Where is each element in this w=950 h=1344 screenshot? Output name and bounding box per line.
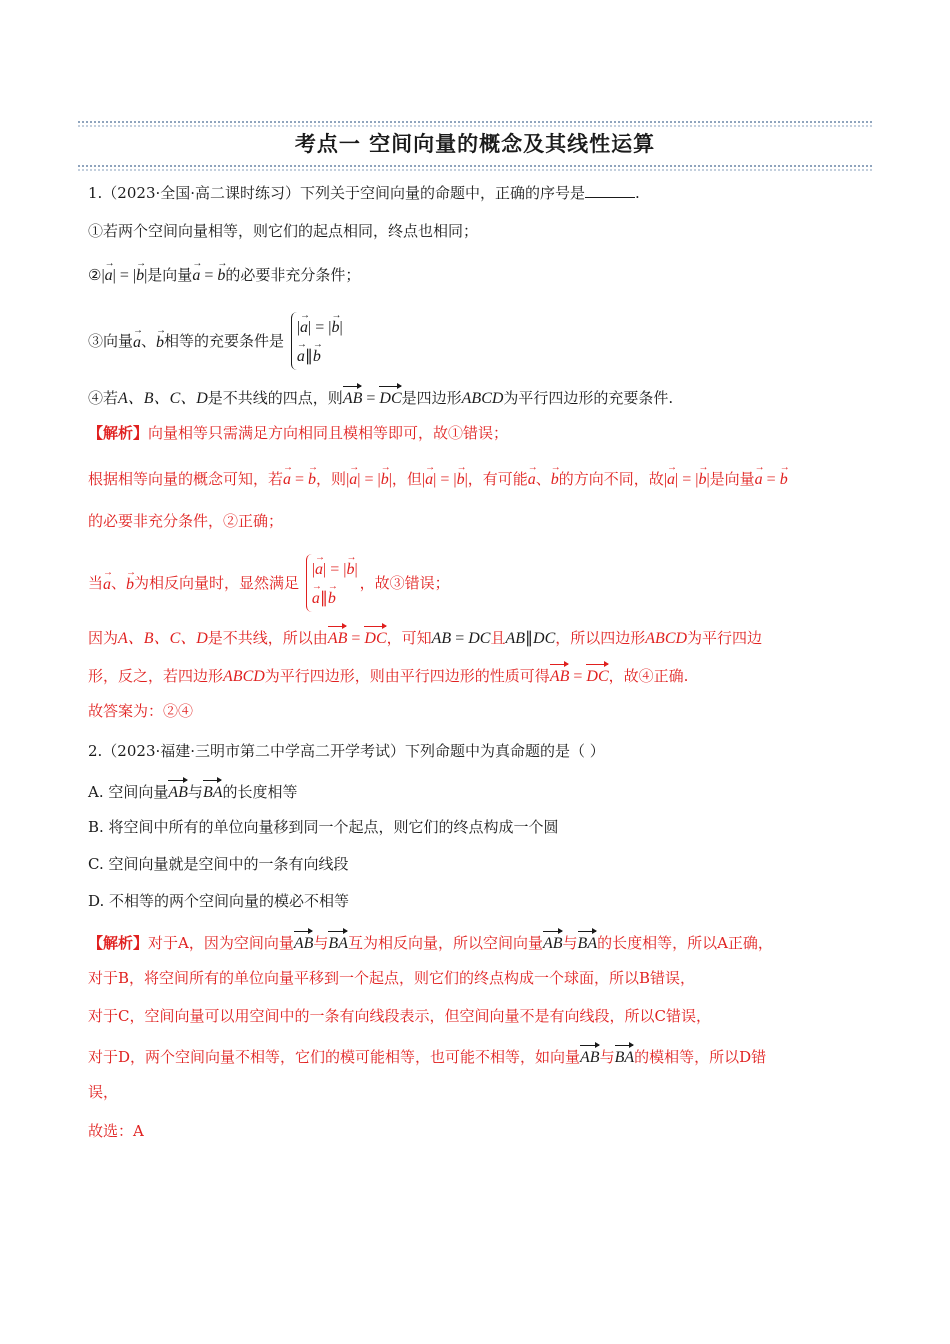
answer-blank (585, 183, 635, 198)
sol2-line-5: 误， (88, 1083, 119, 1101)
page-title: 考点一 空间向量的概念及其线性运算 (294, 132, 656, 156)
q1-option-3: ③向量a →、b →相等的充要条件是 |a →| = |b →| a →∥b → (88, 312, 345, 370)
sol2-line-3: 对于C，空间向量可以用空间中的一条有向线段表示，但空间向量不是有向线段，所以C错误， (88, 1007, 711, 1025)
q1-option-2: ②|a →| = |b →|是向量a → = b →的必要非充分条件； (88, 262, 360, 287)
q2-option-d: D. 不相等的两个空间向量的模必不相等 (88, 892, 350, 910)
header-rule-bottom (78, 165, 872, 171)
sol1-line-5: 因为A、B、C、D是不共线，所以由AB = DC，可知AB = DC且AB∥DC，所以四边形ABCD为平行四边 (88, 624, 762, 650)
condition-system: |a →| = |b →| a →∥b → (306, 554, 358, 612)
q2-option-a: A. 空间向量AB与BA的长度相等 (88, 778, 298, 804)
q2-option-b: B. 将空间中所有的单位向量移到同一个起点，则它们的终点构成一个圆 (88, 818, 559, 836)
sol1-answer: 故答案为：②④ (88, 702, 194, 720)
sol1-line-3: 的必要非充分条件，②正确； (88, 512, 284, 530)
sol1-line-2: 根据相等向量的概念可知，若a → = b →，则|a →| = |b →|，但|a →| = |b →|，有可能a →、b →的方向不同，故|a →| = |b →|是向量a → = b → (88, 466, 788, 491)
sol1-line-6: 形，反之，若四边形ABCD为平行四边形，则由平行四边形的性质可得AB = DC，故④正确. (88, 662, 688, 688)
header-rule-top (78, 121, 872, 127)
q1-option-1: ①若两个空间向量相等，则它们的起点相同，终点也相同； (88, 222, 479, 240)
sol1-line-4: 当a →、b →为相反向量时，显然满足 |a →| = |b →| a →∥b →，故③错误； (88, 554, 450, 612)
sol2-line-4: 对于D，两个空间向量不相等，它们的模可能相等，也可能不相等，如向量AB与BA的模相等，所以D错 (88, 1043, 766, 1069)
q1-stem: 1.（2023·全国·高二课时练习）下列关于空间向量的命题中，正确的序号是 . (88, 184, 640, 202)
sol1-line-1: 【解析】向量相等只需满足方向相同且模相等即可，故①错误； (88, 424, 509, 442)
q2-option-c: C. 空间向量就是空间中的一条有向线段 (88, 855, 349, 873)
solution-label: 【解析】 (88, 934, 149, 952)
solution-label: 【解析】 (88, 424, 149, 442)
q1-option-4: ④若A、B、C、D是不共线的四点，则AB = DC是四边形ABCD为平行四边形的充要条件. (88, 384, 673, 410)
q2-stem: 2.（2023·福建·三明市第二中学高二开学考试）下列命题中为真命题的是（ ） (88, 742, 605, 760)
sol2-line-2: 对于B，将空间所有的单位向量平移到一个起点，则它们的终点构成一个球面，所以B错误， (88, 969, 696, 987)
condition-system: |a →| = |b →| a →∥b → (291, 312, 343, 370)
sol2-line-1: 【解析】对于A，因为空间向量AB与BA互为相反向量，所以空间向量AB与BA的长度相等，所以A正确， (88, 929, 773, 955)
sol2-answer: 故选：A (88, 1122, 144, 1140)
